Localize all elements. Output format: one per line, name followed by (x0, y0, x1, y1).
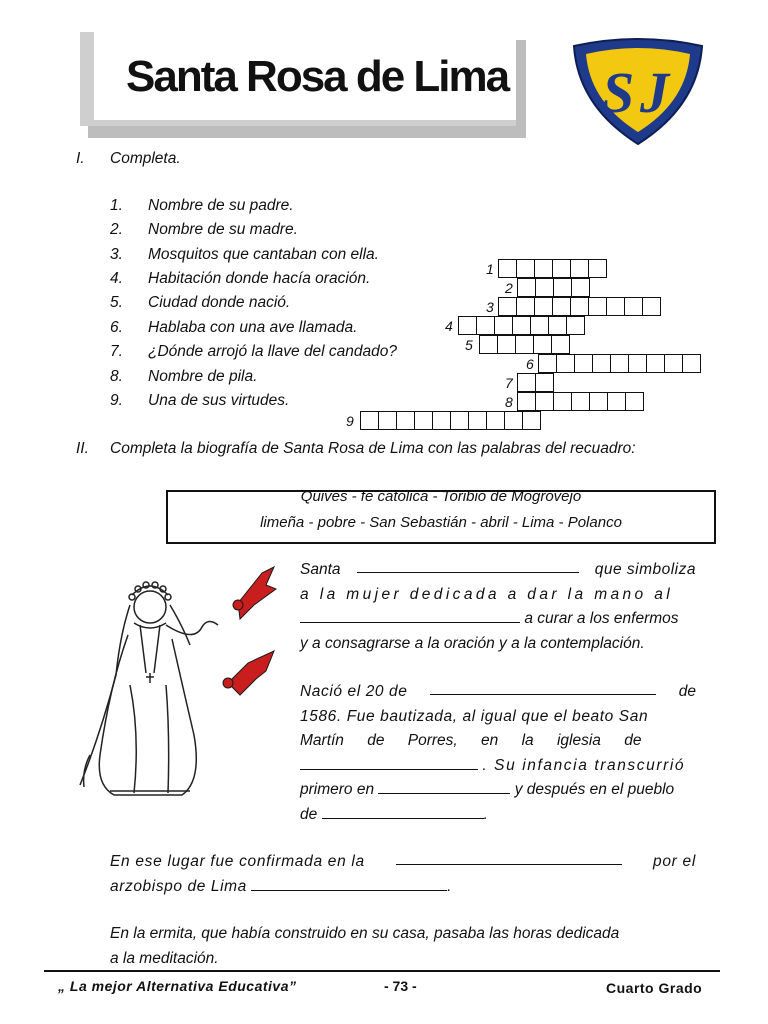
crossword-label-7: 7 (505, 375, 513, 391)
p2-text-g: y después en el pueblo (514, 781, 675, 798)
crossword-cell[interactable] (396, 411, 415, 430)
crossword-cell[interactable] (592, 354, 611, 373)
crossword-cell[interactable] (625, 392, 644, 411)
word-box-line-2: limeña - pobre - San Sebastián - abril - Lima - Polanco (260, 514, 622, 531)
p1-text-a: Santa (300, 561, 341, 578)
p1-text-b: que simboliza (594, 561, 696, 578)
crossword-label-6: 6 (526, 356, 534, 372)
paragraph-1 (300, 558, 696, 656)
footer-divider (44, 970, 720, 972)
crossword-cell[interactable] (360, 411, 379, 430)
crossword-label-5: 5 (465, 337, 473, 353)
crossword-cell[interactable] (468, 411, 487, 430)
crossword-cell[interactable] (378, 411, 397, 430)
p2-text-c: 1586. Fue bautizada, al igual que el beato San (300, 707, 649, 725)
page-title: Santa Rosa de Lima (126, 52, 509, 101)
paragraph-3 (110, 850, 696, 899)
crossword-cell[interactable] (664, 354, 683, 373)
crossword-cell[interactable] (486, 411, 505, 430)
crossword-row-4[interactable] (458, 316, 584, 336)
crossword-row-1[interactable] (498, 259, 606, 279)
crossword-cell[interactable] (552, 297, 571, 316)
crossword-cell[interactable] (498, 297, 517, 316)
crossword-cell[interactable] (571, 392, 590, 411)
crossword-row-3[interactable] (498, 297, 660, 317)
blank-3[interactable] (430, 680, 656, 695)
crossword-row-2[interactable] (517, 278, 589, 298)
p2-text-b: de (678, 683, 696, 700)
crossword-cell[interactable] (533, 335, 552, 354)
crossword-row-9[interactable] (360, 411, 540, 431)
crossword-cell[interactable] (534, 297, 553, 316)
crossword-cell[interactable] (566, 316, 585, 335)
crossword-cell[interactable] (432, 411, 451, 430)
crossword-label-9: 9 (346, 413, 354, 429)
crossword-cell[interactable] (682, 354, 701, 373)
svg-text:J: J (640, 60, 669, 125)
crossword-cell[interactable] (628, 354, 647, 373)
school-shield-logo (568, 36, 708, 148)
crossword-cell[interactable] (498, 259, 517, 278)
crossword-cell[interactable] (624, 297, 643, 316)
crossword-cell[interactable] (414, 411, 433, 430)
section-2-numeral: II. (76, 440, 89, 457)
p2-text-e: . Su infancia transcurrió (482, 756, 686, 774)
crossword-cell[interactable] (517, 373, 536, 392)
crossword-label-2: 2 (505, 280, 513, 296)
crossword-row-8[interactable] (517, 392, 643, 412)
page-number: - 73 - (384, 978, 417, 994)
crossword-label-8: 8 (505, 394, 513, 410)
p3-text-c: arzobispo de Lima (110, 877, 247, 895)
p2-text-d: Martín de Porres, en la iglesia de (300, 732, 642, 749)
word-box-line-1: Quives - fe católica - Toribio de Mogrovejo (300, 488, 582, 505)
blank-1[interactable] (357, 558, 579, 573)
crossword-cell[interactable] (458, 316, 477, 335)
crossword-cell[interactable] (535, 373, 554, 392)
crossword-label-3: 3 (486, 299, 494, 315)
section-1-heading: Completa. (110, 150, 181, 167)
crossword-cell[interactable] (497, 335, 516, 354)
grade-label: Cuarto Grado (606, 980, 703, 996)
p1-text-c: a la mujer dedicada a dar la mano al (300, 585, 674, 603)
crossword-row-6[interactable] (538, 354, 700, 374)
crossword-cell[interactable] (517, 278, 536, 297)
crossword-cell[interactable] (607, 392, 626, 411)
section-2-heading: Completa la biografía de Santa Rosa de Lima con las palabras del recuadro: (110, 440, 636, 457)
crossword-cell[interactable] (588, 297, 607, 316)
crossword-cell[interactable] (515, 335, 534, 354)
blank-6[interactable] (322, 804, 484, 819)
p3-text-a: En ese lugar fue confirmada en la (110, 853, 365, 870)
crossword-cell[interactable] (589, 392, 608, 411)
blank-2[interactable] (300, 608, 520, 623)
p1-text-e: y a consagrarse a la oración y a la contemplación. (300, 634, 645, 652)
footer-slogan: „ La mejor Alternativa Educativa” (58, 978, 297, 994)
crossword-cell[interactable] (571, 278, 590, 297)
p4-text-a: En la ermita, que había construido en su casa, pasaba las horas dedicada (110, 925, 620, 942)
crossword-cell[interactable] (494, 316, 513, 335)
crossword-cell[interactable] (588, 259, 607, 278)
crossword-cell[interactable] (512, 316, 531, 335)
svg-text:S: S (602, 60, 635, 125)
crossword-row-7[interactable] (517, 373, 553, 393)
p3-text-d: . (447, 877, 452, 895)
crossword-cell[interactable] (552, 259, 571, 278)
crossword-cell[interactable] (551, 335, 570, 354)
crossword-cell[interactable] (535, 392, 554, 411)
blank-5[interactable] (378, 779, 510, 794)
blank-8[interactable] (251, 876, 447, 891)
crossword-cell[interactable] (610, 354, 629, 373)
p3-text-b: por el (653, 853, 696, 870)
crossword-cell[interactable] (516, 259, 535, 278)
crossword-cell[interactable] (538, 354, 557, 373)
section-1-numeral: I. (76, 150, 85, 167)
crossword-cell[interactable] (534, 259, 553, 278)
crossword-cell[interactable] (517, 392, 536, 411)
p1-text-d: a curar a los enfermos (524, 610, 679, 627)
crossword-cell[interactable] (574, 354, 593, 373)
p2-text-i: . (483, 805, 488, 823)
crossword-cell[interactable] (553, 392, 572, 411)
p2-text-a: Nació el 20 de (300, 683, 408, 700)
crossword-cell[interactable] (548, 316, 567, 335)
crossword-cell[interactable] (556, 354, 575, 373)
crossword-label-1: 1 (486, 261, 494, 277)
crossword-cell[interactable] (553, 278, 572, 297)
word-box (166, 490, 716, 544)
crossword-cell[interactable] (570, 297, 589, 316)
crossword-cell[interactable] (530, 316, 549, 335)
p2-text-h: de (300, 805, 318, 823)
santa-rosa-illustration (70, 555, 290, 805)
p4-text-b: a la meditación. (110, 949, 219, 967)
blank-7[interactable] (396, 850, 622, 865)
crossword-cell[interactable] (450, 411, 469, 430)
paragraph-2 (300, 680, 696, 827)
crossword-cell[interactable] (642, 297, 661, 316)
crossword-label-4: 4 (445, 318, 453, 334)
crossword-cell[interactable] (504, 411, 523, 430)
crossword-cell[interactable] (476, 316, 495, 335)
crossword-cell[interactable] (606, 297, 625, 316)
crossword-row-5[interactable] (479, 335, 569, 355)
crossword-cell[interactable] (479, 335, 498, 354)
blank-4[interactable] (300, 755, 478, 770)
crossword-cell[interactable] (516, 297, 535, 316)
crossword-cell[interactable] (535, 278, 554, 297)
paragraph-4 (110, 922, 710, 971)
crossword-cell[interactable] (570, 259, 589, 278)
p2-text-f: primero en (300, 781, 375, 798)
crossword-cell[interactable] (522, 411, 541, 430)
crossword-cell[interactable] (646, 354, 665, 373)
